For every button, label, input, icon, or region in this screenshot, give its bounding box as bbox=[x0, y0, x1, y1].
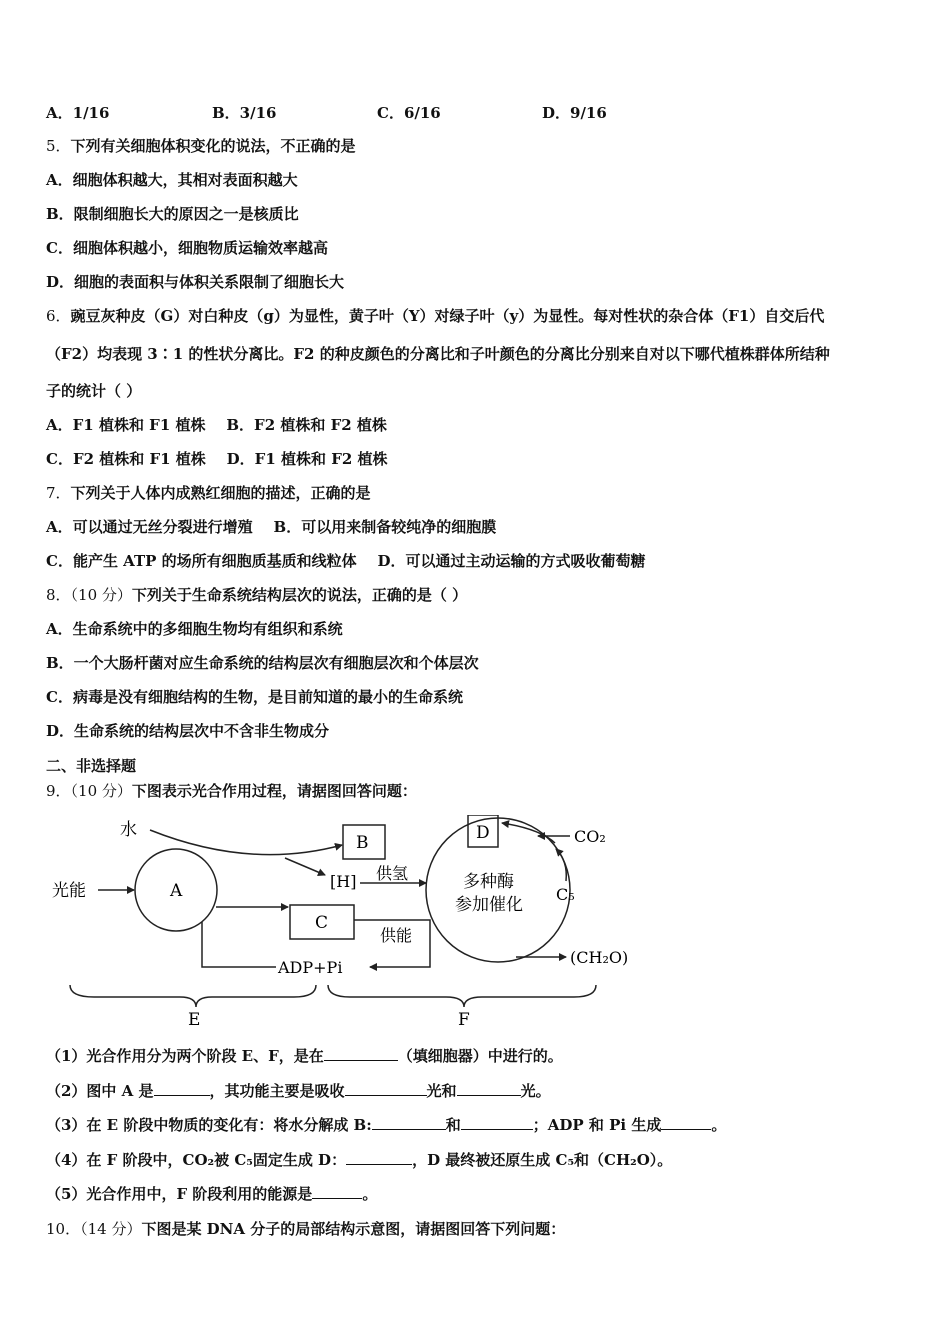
label-e: E bbox=[188, 1010, 201, 1030]
q5-option-d: D．细胞的表面积与体积关系限制了细胞长大 bbox=[46, 273, 345, 291]
label-ch2o: (CH₂O) bbox=[570, 948, 629, 967]
q9-sub3-label: （3）在 E 阶段中物质的变化有：将水分解成 B: bbox=[46, 1116, 372, 1134]
q9-sub2-blank2[interactable] bbox=[345, 1081, 427, 1096]
q10-stem bbox=[46, 1219, 565, 1239]
q9-number: 9． bbox=[46, 782, 71, 800]
q5-text: 下列有关细胞体积变化的说法，不正确的是 bbox=[70, 137, 356, 155]
q8-number: 8． bbox=[46, 586, 71, 604]
label-adp-pi: ADP+Pi bbox=[278, 958, 343, 977]
q9-stem bbox=[46, 781, 417, 801]
q9-sub2-end: 光。 bbox=[520, 1082, 551, 1100]
label-water: 水 bbox=[120, 820, 137, 840]
q7-options-row2: C．能产生 ATP 的场所有细胞质基质和线粒体 D．可以通过主动运输的方式吸收葡萄糖 bbox=[46, 552, 646, 570]
q6-options-row1: A．F1 植株和 F1 植株 B．F2 植株和 F2 植株 bbox=[46, 416, 387, 434]
photosynthesis-diagram bbox=[50, 815, 650, 1035]
q4-option-a: A．1/16 bbox=[46, 104, 110, 122]
q5-option-a: A．细胞体积越大，其相对表面积越大 bbox=[46, 171, 298, 189]
q9-sub1 bbox=[46, 1046, 563, 1066]
q9-sub2-mid1: ，其功能主要是吸收 bbox=[209, 1082, 345, 1100]
q7-number: 7． bbox=[46, 484, 71, 502]
q6-text-1: 豌豆灰种皮（G）对白种皮（g）为显性，黄子叶（Y）对绿子叶（y）为显性。每对性状的杂合体（F1）自交后代 bbox=[70, 307, 825, 325]
q9-sub2 bbox=[46, 1081, 551, 1101]
q9-sub5 bbox=[46, 1184, 377, 1204]
label-c5: C₅ bbox=[556, 885, 575, 904]
q9-sub5-blank[interactable] bbox=[312, 1184, 362, 1199]
q9-sub3-end: 。 bbox=[711, 1116, 727, 1134]
q9-sub4-label: （4）在 F 阶段中，CO₂被 C₅固定生成 D： bbox=[46, 1151, 347, 1169]
q6-stem-line1 bbox=[46, 306, 824, 326]
q6-stem-line3: 子的统计（ ） bbox=[46, 382, 142, 400]
q9-text: 下图表示光合作用过程，请据图回答问题： bbox=[131, 782, 417, 800]
q6-number: 6． bbox=[46, 307, 71, 325]
q4-option-d: D．9/16 bbox=[542, 104, 607, 122]
q5-stem bbox=[46, 136, 356, 156]
label-a: A bbox=[170, 881, 183, 901]
label-catalysis: 参加催化 bbox=[455, 895, 523, 915]
q5-option-c: C．细胞体积越小，细胞物质运输效率越高 bbox=[46, 239, 328, 257]
q10-number: 10． bbox=[46, 1220, 81, 1238]
q9-sub3 bbox=[46, 1115, 726, 1135]
arrow-adp-return bbox=[202, 922, 276, 967]
q9-sub3-blank1[interactable] bbox=[372, 1115, 446, 1130]
q9-sub4 bbox=[46, 1150, 672, 1170]
label-supply-energy: 供能 bbox=[380, 926, 413, 945]
section-heading: 二、非选择题 bbox=[46, 757, 137, 775]
q5-number: 5． bbox=[46, 137, 71, 155]
label-h: [H] bbox=[330, 872, 357, 891]
q7-options-row1: A．可以通过无丝分裂进行增殖 B．可以用来制备较纯净的细胞膜 bbox=[46, 518, 497, 536]
q4-option-b: B．3/16 bbox=[212, 104, 277, 122]
q5-option-b: B．限制细胞长大的原因之一是核质比 bbox=[46, 205, 299, 223]
arrow-c5 bbox=[556, 849, 566, 881]
q9-sub3-mid1: 和 bbox=[445, 1116, 461, 1134]
label-light-energy: 光能 bbox=[52, 881, 86, 901]
q9-sub1-blank[interactable] bbox=[324, 1046, 398, 1061]
q9-sub3-blank2[interactable] bbox=[461, 1115, 533, 1130]
q8-score: （10 分） bbox=[70, 586, 132, 604]
q6-options-row2: C．F2 植株和 F1 植株 D．F1 植株和 F2 植株 bbox=[46, 450, 388, 468]
q9-sub2-blank1[interactable] bbox=[154, 1081, 210, 1096]
label-b: B bbox=[356, 833, 369, 853]
q9-score: （10 分） bbox=[70, 782, 132, 800]
q9-sub2-label: （2）图中 A 是 bbox=[46, 1082, 154, 1100]
q9-sub3-blank3[interactable] bbox=[661, 1115, 711, 1130]
q7-text: 下列关于人体内成熟红细胞的描述，正确的是 bbox=[70, 484, 371, 502]
q8-option-b: B．一个大肠杆菌对应生命系统的结构层次有细胞层次和个体层次 bbox=[46, 654, 479, 672]
arrow-water-to-h bbox=[285, 858, 325, 875]
q9-sub4-blank[interactable] bbox=[346, 1150, 412, 1165]
label-f: F bbox=[458, 1010, 470, 1030]
q8-text: 下列关于生命系统结构层次的说法，正确的是（ ） bbox=[131, 586, 468, 604]
q9-sub3-mid2: ；ADP 和 Pi 生成 bbox=[532, 1116, 662, 1134]
q6-stem-line2: （F2）均表现 3∶1 的性状分离比。F2 的种皮颜色的分离比和子叶颜色的分离比分别来自对以下哪代植株群体所结种 bbox=[46, 345, 830, 363]
q9-sub5-end: 。 bbox=[362, 1185, 378, 1203]
label-enzymes: 多种酶 bbox=[463, 872, 514, 892]
brace-f bbox=[328, 985, 596, 1007]
q9-sub1-end: （填细胞器）中进行的。 bbox=[397, 1047, 563, 1065]
q8-option-c: C．病毒是没有细胞结构的生物，是目前知道的最小的生命系统 bbox=[46, 688, 463, 706]
q7-stem bbox=[46, 483, 371, 503]
q9-sub1-label: （1）光合作用分为两个阶段 E、F，是在 bbox=[46, 1047, 324, 1065]
label-co2: CO₂ bbox=[574, 827, 606, 846]
q4-option-c: C．6/16 bbox=[377, 104, 441, 122]
label-supply-hydrogen: 供氢 bbox=[376, 864, 409, 883]
brace-e bbox=[70, 985, 316, 1007]
q10-score: （14 分） bbox=[80, 1220, 142, 1238]
q8-stem bbox=[46, 585, 467, 605]
arrow-water-to-b bbox=[150, 830, 342, 855]
q8-option-a: A．生命系统中的多细胞生物均有组织和系统 bbox=[46, 620, 343, 638]
q8-option-d: D．生命系统的结构层次中不含非生物成分 bbox=[46, 722, 330, 740]
q9-sub4-end: ，D 最终被还原生成 C₅和（CH₂O）。 bbox=[412, 1151, 673, 1169]
q9-sub5-label: （5）光合作用中，F 阶段利用的能源是 bbox=[46, 1185, 313, 1203]
label-c: C bbox=[315, 913, 329, 933]
q9-sub2-mid2: 光和 bbox=[426, 1082, 457, 1100]
label-d: D bbox=[476, 823, 490, 843]
arrow-to-d bbox=[502, 823, 555, 843]
q10-text: 下图是某 DNA 分子的局部结构示意图，请据图回答下列问题： bbox=[141, 1220, 566, 1238]
q9-sub2-blank3[interactable] bbox=[457, 1081, 521, 1096]
